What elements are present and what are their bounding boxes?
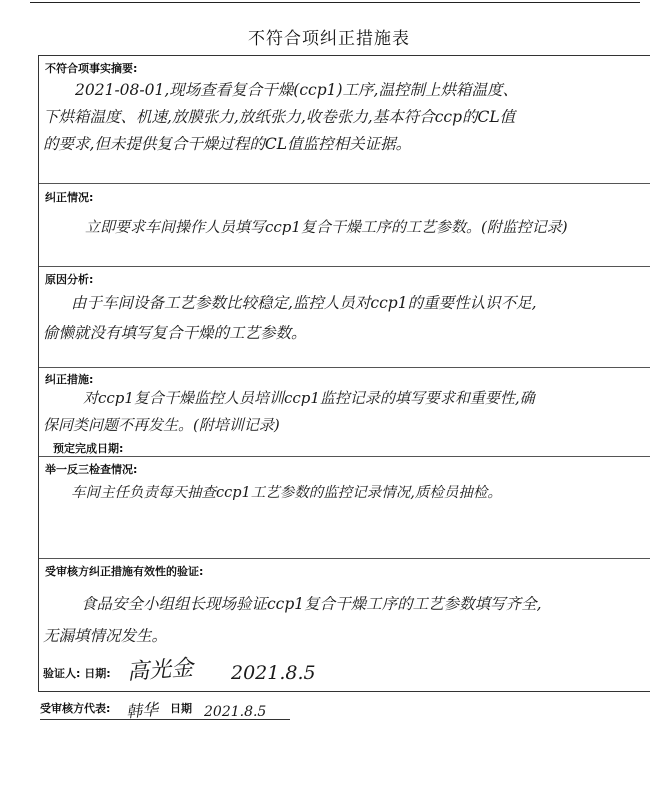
verification-section <box>39 558 650 693</box>
verification-line-2: 无漏填情况发生。 <box>43 627 168 645</box>
due-date-label: 预定完成日期: <box>53 442 124 455</box>
summary-line-3: 的要求,但未提供复合干燥过程的CL值监控相关证据。 <box>43 135 412 153</box>
verifier-signature: 高光金 <box>126 655 194 686</box>
cause-line-2: 偷懒就没有填写复合干燥的工艺参数。 <box>43 324 307 342</box>
form-title: 不符合项纠正措施表 <box>248 29 410 49</box>
cause-section <box>39 266 650 368</box>
rep-date: 2021.8.5 <box>204 704 267 720</box>
verifier-date: 2021.8.5 <box>231 662 316 684</box>
verification-label: 受审核方纠正措施有效性的验证: <box>45 565 204 578</box>
rep-label: 受审核方代表: <box>40 702 111 715</box>
summary-line-2: 下烘箱温度、机速,放膜张力,放纸张力,收卷张力,基本符合ccp的CL值 <box>43 108 516 126</box>
form-table <box>38 55 650 692</box>
measures-label: 纠正措施: <box>45 373 94 386</box>
correction-label: 纠正情况: <box>45 191 94 204</box>
inspection-section <box>39 456 650 559</box>
summary-line-1: 2021-08-01,现场查看复合干燥(ccp1)工序,温控制上烘箱温度、 <box>75 81 518 99</box>
top-rule <box>30 2 640 3</box>
rep-signature: 韩华 <box>125 699 159 722</box>
correction-section <box>39 183 650 267</box>
correction-line-1: 立即要求车间操作人员填写ccp1复合干燥工序的工艺参数。(附监控记录) <box>85 218 568 236</box>
inspection-label: 举一反三检查情况: <box>45 463 138 476</box>
measures-line-2: 保同类问题不再发生。(附培训记录) <box>43 416 280 434</box>
summary-label: 不符合项事实摘要: <box>45 62 138 75</box>
cause-line-1: 由于车间设备工艺参数比较稳定,监控人员对ccp1的重要性认识不足, <box>71 294 537 312</box>
inspection-line-1: 车间主任负责每天抽查ccp1工艺参数的监控记录情况,质检员抽检。 <box>71 485 502 501</box>
summary-section <box>39 56 650 184</box>
date-label: 日期 <box>170 702 192 715</box>
measures-section <box>39 367 650 457</box>
cause-label: 原因分析: <box>45 273 94 286</box>
verifier-label: 验证人: 日期: <box>43 667 111 680</box>
footer-underline <box>40 719 290 720</box>
measures-line-1: 对ccp1复合干燥监控人员培训ccp1监控记录的填写要求和重要性,确 <box>83 389 535 407</box>
verification-line-1: 食品安全小组组长现场验证ccp1复合干燥工序的工艺参数填写齐全, <box>81 595 542 613</box>
